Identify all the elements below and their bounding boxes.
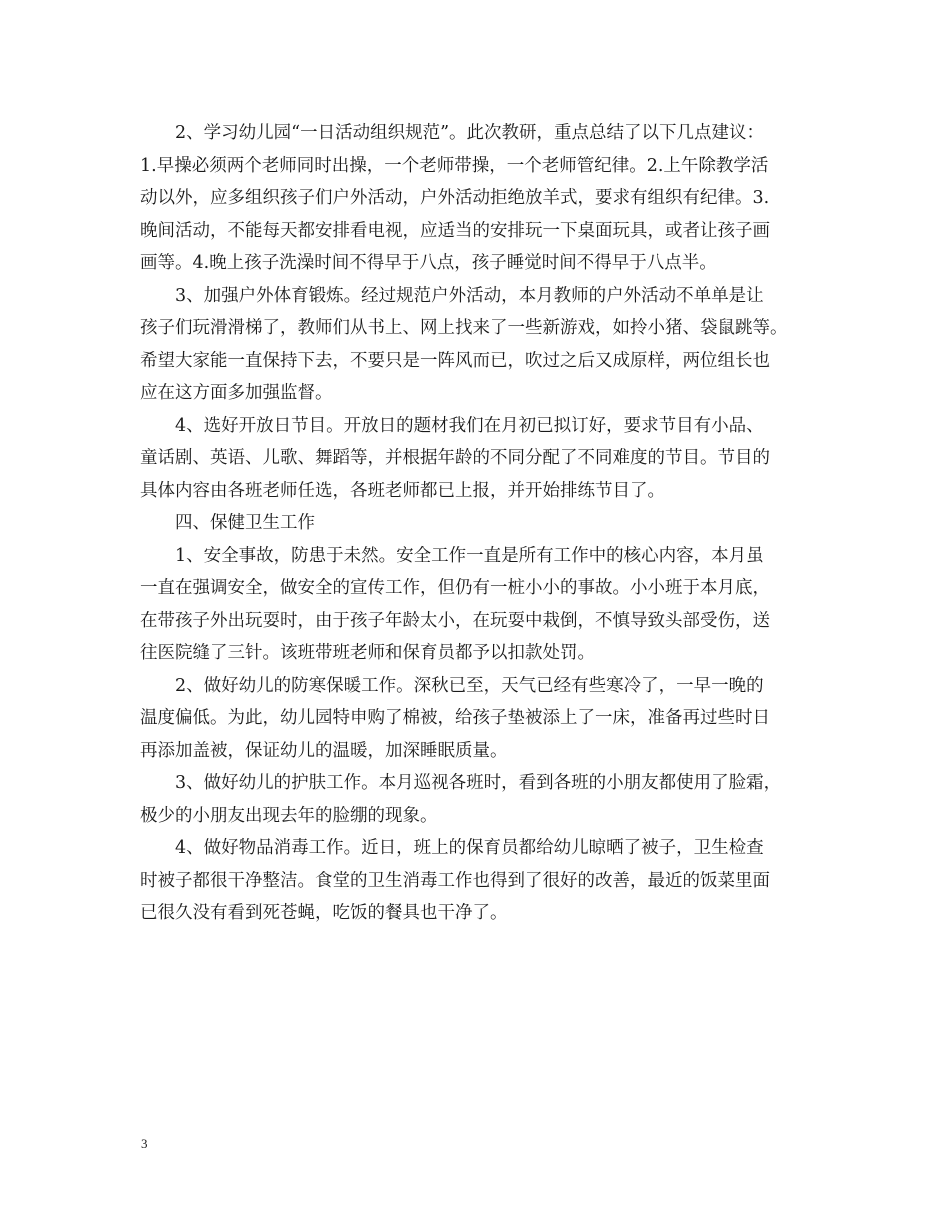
paragraph-cold-protection xyxy=(140,670,820,768)
text-line: 3、加强户外体育锻炼。经过规范户外活动，本月教师的户外活动不单单是让 xyxy=(175,285,764,306)
text-line: 具体内容由各班老师任选，各班老师都已上报，并开始排练节目了。 xyxy=(140,480,665,501)
text-line: 一直在强调安全，做安全的宣传工作，但仍有一桩小小的事故。小小班于本月底， xyxy=(140,578,770,598)
text-line: 已很久没有看到死苍蝇，吃饭的餐具也干净了。 xyxy=(140,903,508,923)
text-line: 时被子都很干净整洁。食堂的卫生消毒工作也得到了很好的改善，最近的饭菜里面 xyxy=(140,870,770,891)
text-line: 动以外，应多组织孩子们户外活动，户外活动拒绝放羊式，要求有组织有纪律。3. xyxy=(140,188,770,208)
text-line: 晚间活动，不能每天都安排看电视，应适当的安排玩一下桌面玩具，或者让孩子画 xyxy=(140,220,770,241)
section-heading-health-work xyxy=(140,507,820,540)
text-line: 在带孩子外出玩耍时，由于孩子年龄太小，在玩耍中栽倒，不慎导致头部受伤，送 xyxy=(140,610,770,631)
text-line: 画等。4.晚上孩子洗澡时间不得早于八点，孩子睡觉时间不得早于八点半。 xyxy=(140,253,717,273)
text-line: 4、选好开放日节目。开放日的题材我们在月初已拟订好，要求节目有小品、 xyxy=(175,415,764,436)
text-line: 孩子们玩滑滑梯了，教师们从书上、网上找来了一些新游戏，如拎小猪、袋鼠跳等。 xyxy=(140,318,788,338)
section-heading: 四、保健卫生工作 xyxy=(175,513,315,533)
text-line: 极少的小朋友出现去年的脸绷的现象。 xyxy=(140,805,438,826)
text-line: 再添加盖被，保证幼儿的温暖，加深睡眠质量。 xyxy=(140,740,508,761)
text-line: 3、做好幼儿的护肤工作。本月巡视各班时，看到各班的小朋友都使用了脸霜， xyxy=(175,773,782,793)
paragraph-disinfection xyxy=(140,832,820,930)
paragraph-skin-care xyxy=(140,767,820,832)
page-number: 3 xyxy=(141,1136,148,1151)
paragraph-outdoor-exercise xyxy=(140,280,820,410)
text-line: 童话剧、英语、儿歌、舞蹈等，并根据年龄的不同分配了不同难度的节目。节目的 xyxy=(140,448,770,468)
text-line: 1.早操必须两个老师同时出操，一个老师带操，一个老师管纪律。2.上午除教学活 xyxy=(140,155,769,176)
text-line: 2、学习幼儿园“一日活动组织规范”。此次教研，重点总结了以下几点建议： xyxy=(175,123,765,143)
text-line: 温度偏低。为此，幼儿园特申购了棉被，给孩子垫被添上了一床，准备再过些时日 xyxy=(140,708,770,728)
text-line: 1、安全事故，防患于未然。安全工作一直是所有工作中的核心内容，本月虽 xyxy=(175,545,764,566)
text-line: 希望大家能一直保持下去，不要只是一阵风而已，吹过之后又成原样，两位组长也 xyxy=(140,350,770,371)
text-line: 4、做好物品消毒工作。近日，班上的保育员都给幼儿晾晒了被子，卫生检查 xyxy=(175,838,764,858)
paragraph-open-day-program xyxy=(140,410,820,508)
text-line: 往医院缝了三针。该班带班老师和保育员都予以扣款处罚。 xyxy=(140,643,595,663)
paragraph-activity-norms xyxy=(140,117,820,280)
text-line: 2、做好幼儿的防寒保暖工作。深秋已至，天气已经有些寒冷了，一早一晚的 xyxy=(175,675,764,696)
paragraph-safety xyxy=(140,540,820,670)
document-body xyxy=(140,117,820,930)
text-line: 应在这方面多加强监督。 xyxy=(140,383,333,403)
